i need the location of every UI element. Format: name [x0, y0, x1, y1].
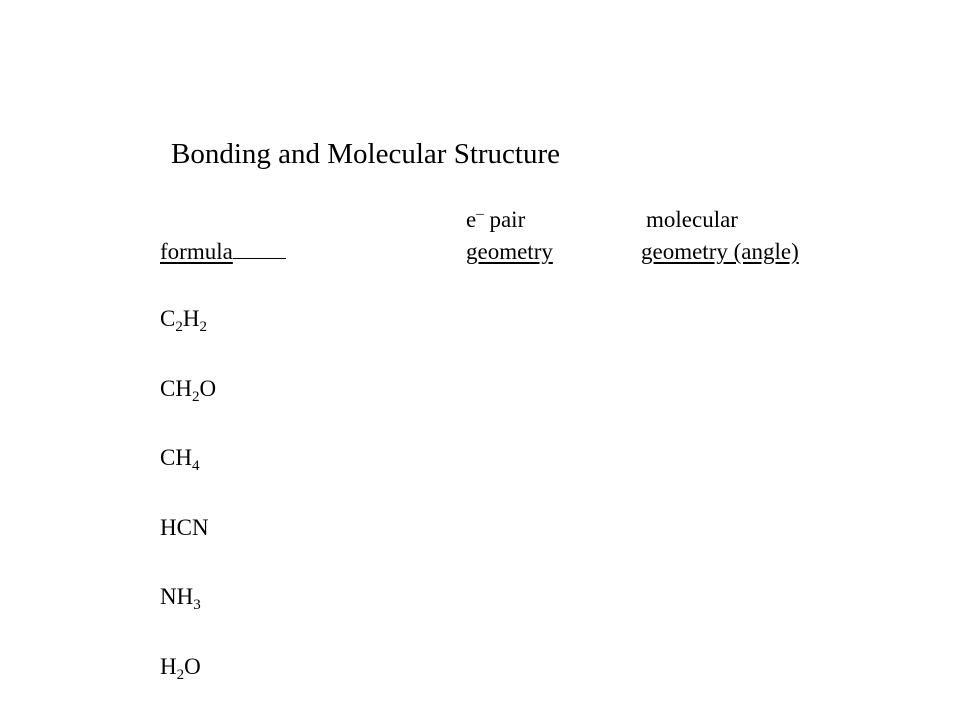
formula-subscript: 2 [175, 319, 183, 335]
formula-part: O [199, 376, 217, 401]
epair-header-pair: pair [483, 207, 526, 232]
formula-subscript: 2 [191, 389, 200, 405]
molecular-header-top: molecular [646, 207, 738, 232]
formula-header [160, 240, 286, 263]
formula-row-h2o [160, 654, 201, 683]
formula-row-ch2o [160, 376, 217, 405]
molecular-header-bottom: geometry (angle) [641, 239, 799, 264]
formula-row-c2h2 [160, 306, 207, 335]
formula-row-nh3 [160, 584, 201, 613]
formula-row-ch4 [160, 445, 200, 474]
formula-header-underline [233, 257, 286, 259]
formula-part: C [160, 306, 176, 331]
formula-part: NH [160, 584, 194, 609]
epair-header-top [466, 208, 525, 231]
formula-part: CH [160, 445, 192, 470]
formula-subscript: 2 [199, 319, 207, 335]
page-title: Bonding and Molecular Structure [171, 138, 560, 170]
formula-part: HCN [160, 515, 209, 540]
formula-subscript: 4 [191, 458, 200, 474]
formula-part: H [160, 654, 177, 679]
epair-header-superscript: – [476, 206, 484, 222]
formula-part: H [182, 306, 200, 331]
formula-row-hcn [160, 516, 209, 539]
formula-subscript: 3 [193, 597, 201, 613]
epair-header-bottom: geometry [466, 239, 553, 264]
formula-subscript: 2 [176, 667, 185, 683]
formula-header-label: formula [160, 239, 233, 264]
epair-header-e: e [466, 207, 477, 232]
formula-part: CH [160, 376, 192, 401]
formula-part: O [184, 654, 201, 679]
